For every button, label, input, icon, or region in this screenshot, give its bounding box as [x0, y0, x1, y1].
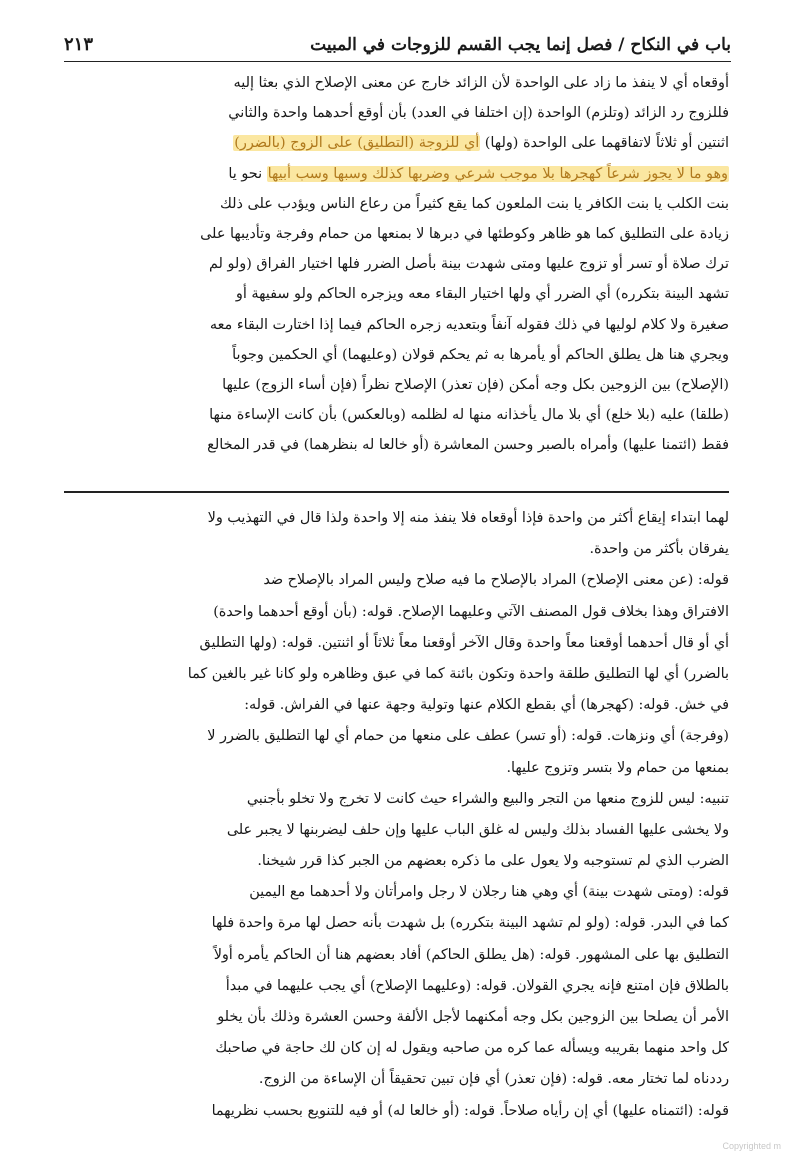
commentary-line: الافتراق وهذا بخلاف قول المصنف الآتي وعليهما الإصلاح. قوله: (بأن أوقع أحدهما واحدة): [213, 603, 729, 620]
commentary-line: قوله: (ومتى شهدت بينة) أي وهي هنا رجلان لا رجل وامرأتان ولا أحدهما مع اليمين: [249, 884, 729, 901]
commentary-text: [60, 503, 729, 1127]
main-line: زيادة على التطليق كما هو ظاهر وكوطئها في دبرها لا بمنعها من حمام وفرجة وتأديبها على: [200, 225, 729, 242]
commentary-line: بالطلاق فإن امتنع فإنه يجري القولان. قوله: (وعليهما الإصلاح) أي يجب عليهما في مبدأ: [225, 977, 729, 994]
highlighted-text: وهو ما لا يجوز شرعاً كهجرها بلا موجب شرعي وضربها كذلك وسبها وسب أبيها: [267, 165, 728, 182]
main-line: بنت الكلب يا بنت الكافر يا بنت الملعون كما يقع كثيراً من رعاع الناس ويؤدب على ذلك: [219, 195, 729, 212]
page-number: ٢١٣: [64, 34, 94, 55]
main-text: [64, 68, 729, 460]
main-line: فقط (ائتمنا عليها) وأمراه بالصبر وحسن المعاشرة (أو خالعا له بنظرهما) في قدر المخالع: [207, 437, 729, 454]
main-line: [64, 159, 729, 189]
commentary-line: (وفرجة) أي ونزهات. قوله: (أو تسر) عطف على منعها من حمام أي لها التطليق بالضرر لا: [207, 728, 729, 745]
commentary-line: أي أو قال أحدهما أوقعنا معاً واحدة وقال الآخر أوقعنا معاً ثلاثاً أو اثنتين. قوله: (ولها التطليق: [199, 634, 729, 651]
running-header: [64, 30, 731, 62]
commentary-line: الضرب الذي لم تستوجبه ولا يعول على ما ذكره بعضهم من الجبر كذا قرر شيخنا.: [257, 853, 729, 870]
copyright-watermark: Copyrighted m: [722, 1141, 781, 1151]
commentary-line: كل واحد منهما بقريبه ويسأله عما كره من صاحبه ويقول له إن كان لك حاجة في صاحبك: [215, 1040, 729, 1057]
main-line: أوقعاه أي لا ينفذ ما زاد على الواحدة لأن الزائد خارج عن معنى الإصلاح الذي بعثا إليه: [233, 75, 729, 91]
commentary-line: تنبيه: ليس للزوج منعها من التجر والبيع والشراء حيث كانت لا تخرج ولا تخلو بأجنبي: [246, 790, 729, 807]
highlighted-text: أي للزوجة (التطليق) على الزوج (بالضرر): [234, 135, 480, 152]
main-line-part: نحو يا: [228, 165, 267, 182]
main-line: (طلقا) عليه (بلا خلع) أي بلا مال يأخذانه منها له لظلمه (وبالعكس) بأن كانت الإساءة منها: [209, 407, 729, 424]
footnote-divider: [64, 491, 729, 493]
main-line: [64, 128, 729, 158]
main-line: صغيرة ولا كلام لوليها في ذلك فقوله آنفاً وبتعديه زجره الحاكم فيما إذا اختارت البقاء معه: [209, 316, 729, 333]
commentary-line: قوله: (عن معنى الإصلاح) المراد بالإصلاح ما فيه صلاح وليس المراد بالإصلاح ضد: [263, 572, 729, 589]
commentary-line: ولا يخشى عليها الفساد بذلك وليس له غلق الباب عليها وإن حلف ليضربنها لا يجبر على: [226, 821, 729, 838]
main-line-part: اثنتين أو ثلاثاً لاتفاقهما على الواحدة (ولها): [480, 135, 729, 152]
commentary-line: في خش. قوله: (كهجرها) أي بقطع الكلام عنها وتولية وجهة عنها في الفراش. قوله:: [244, 697, 729, 714]
commentary-line: كما في البدر. قوله: (ولو لم تشهد البينة بتكرره) بل شهدت بأنه حصل لها مرة واحدة فلها: [211, 915, 729, 932]
commentary-line: لهما ابتداء إيقاع أكثر من واحدة فإذا أوقعاه فلا ينفذ منه إلا واحدة ولذا قال في التهذيب ولا: [207, 510, 729, 526]
commentary-line: الأمر أن يصلحا بين الزوجين بكل وجه أمكنهما لأجل الألفة وحسن العشرة وذلك بأن يخلو: [217, 1009, 729, 1025]
commentary-line: رددناه لما تختار معه. قوله: (فإن تعذر) أي فإن تبين تحقيقاً أن الإساءة من الزوج.: [258, 1071, 729, 1088]
commentary-line: قوله: (ائتمناه عليها) أي إن رأياه صلاحاً. قوله: (أو خالعا له) أو فيه للتنويع بحسب نظريهما: [211, 1102, 729, 1119]
commentary-line: التطليق بها على المشهور. قوله: (هل يطلق الحاكم) أفاد بعضهم هنا أن الحاكم يأمره أولاً: [213, 946, 729, 963]
commentary-line: بالضرر) أي لها التطليق طلقة واحدة وتكون بائنة كما في عبق وظاهره ولو كانا غير بالغين كما: [187, 665, 729, 682]
main-line: ترك صلاة أو تسر أو تزوج عليها ومتى شهدت بينة بأصل الضرر فلها اختيار الفراق (ولو لم: [208, 256, 729, 273]
commentary-line: يفرقان بأكثر من واحدة.: [589, 541, 729, 558]
main-line: تشهد البينة بتكرره) أي الضرر أي ولها اختيار البقاء معه ويزجره الحاكم ولو سفيهة أو: [235, 286, 729, 303]
main-line: (الإصلاح) بين الزوجين بكل وجه أمكن (فإن تعذر) الإصلاح نظراً (فإن أساء الزوج) عليها: [222, 376, 729, 393]
chapter-title: باب في النكاح / فصل إنما يجب القسم للزوجات في المبيت: [310, 35, 731, 55]
commentary-line: بمنعها من حمام ولا بتسر وتزوج عليها.: [506, 759, 729, 776]
main-line: فللزوج رد الزائد (وتلزم) الواحدة (إن اختلفا في العدد) بأن أوقع أحدهما واحدة والثاني: [228, 105, 729, 122]
main-line: ويجري هنا هل يطلق الحاكم أو يأمرها به ثم يحكم قولان (وعليهما) أي الحكمين وجوباً: [232, 346, 729, 363]
